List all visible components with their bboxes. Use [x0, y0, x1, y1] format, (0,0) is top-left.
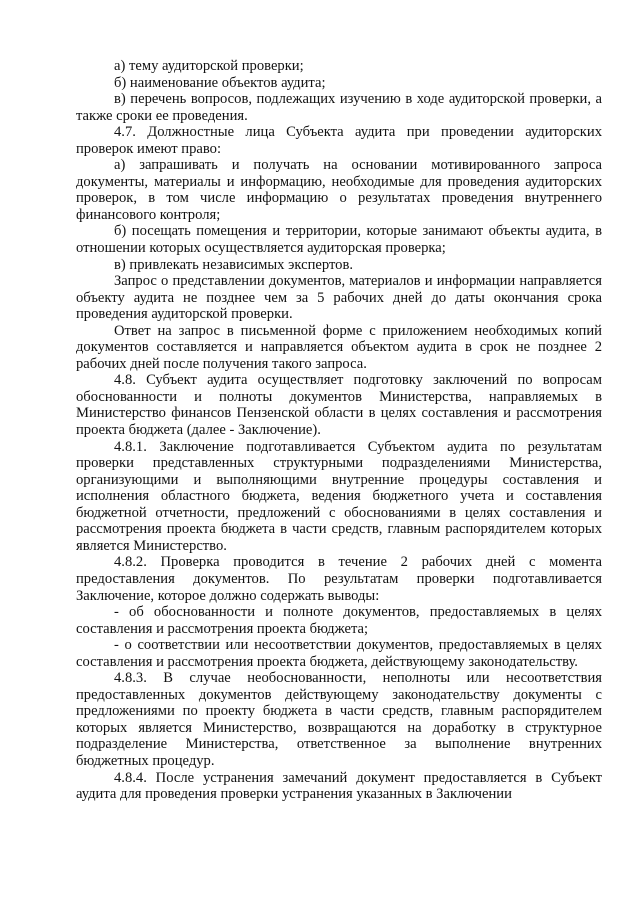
clause-4-7: 4.7. Должностные лица Субъекта аудита при проведении аудиторских проверок имеют право:	[76, 124, 602, 157]
list-item-b-visit-premises: б) посещать помещения и территории, которые занимают объекты аудита, в отношении которых осуществляется аудиторская проверка;	[76, 223, 602, 257]
document-page	[76, 58, 602, 803]
paragraph-response: Ответ на запрос в письменной форме с приложением необходимых копий документов составляется и направляется объектом аудита в срок не позднее 2 рабочих дней после получения такого запроса.	[76, 322, 602, 372]
conclusion-item-validity: - об обоснованности и полноте документов, предоставляемых в целях составления и рассмотрения проекта бюджета;	[76, 604, 602, 637]
list-item-c-questions-list: в) перечень вопросов, подлежащих изучению в ходе аудиторской проверки, а также сроки ее проведения.	[76, 91, 602, 124]
clause-4-8: 4.8. Субъект аудита осуществляет подготовку заключений по вопросам обоснованности и полноты документов Министерства, направляемых в Министерство финансов Пензенской области в целях составления и рассмотрения проекта бюджета (далее - Заключение).	[76, 372, 602, 439]
clause-4-8-1: 4.8.1. Заключение подготавливается Субъектом аудита по результатам проверки представленных структурными подразделениями Министерства, организующими и выполняющими внутренние процедуры составления и исполнения областного бюджета, ведения бюджетного учета и составления бюджетной отчетности, предложений с обоснованиями в целях составления и рассмотрения проекта бюджета в части средств, главным распорядителем которых является Министерство.	[76, 438, 602, 554]
clause-4-8-3: 4.8.3. В случае необоснованности, неполноты или несоответствия предоставленных документов действующему законодательству документы с предложениями по проекту бюджета в части средств, главным распорядителем которых является Министерство, возвращаются на доработку в структурное подразделение Министерства, ответственное за выполнение внутренних бюджетных процедур.	[76, 670, 602, 769]
paragraph-request: Запрос о представлении документов, материалов и информации направляется объекту аудита не позднее чем за 5 рабочих дней до даты окончания срока проведения аудиторской проверки.	[76, 273, 602, 323]
list-item-c-experts: в) привлекать независимых экспертов.	[114, 256, 353, 273]
list-item-a-audit-topic: а) тему аудиторской проверки;	[114, 58, 304, 74]
list-item-a-request-documents: а) запрашивать и получать на основании мотивированного запроса документы, материалы и информацию, необходимые для проведения аудиторских проверок, в том числе информацию о результатах проведения внутреннего финансового контроля;	[76, 157, 602, 223]
list-item-b-audit-objects: б) наименование объектов аудита;	[114, 74, 326, 91]
clause-4-8-4: 4.8.4. После устранения замечаний документ предоставляется в Субъект аудита для проведения проверки устранения указанных в Заключении	[76, 769, 602, 803]
conclusion-item-compliance: - о соответствии или несоответствии документов, предоставляемых в целях составления и рассмотрения проекта бюджета, действующему законодательству.	[76, 637, 602, 670]
clause-4-8-2: 4.8.2. Проверка проводится в течение 2 рабочих дней с момента предоставления документов. По результатам проверки подготавливается Заключение, которое должно содержать выводы:	[76, 554, 602, 604]
